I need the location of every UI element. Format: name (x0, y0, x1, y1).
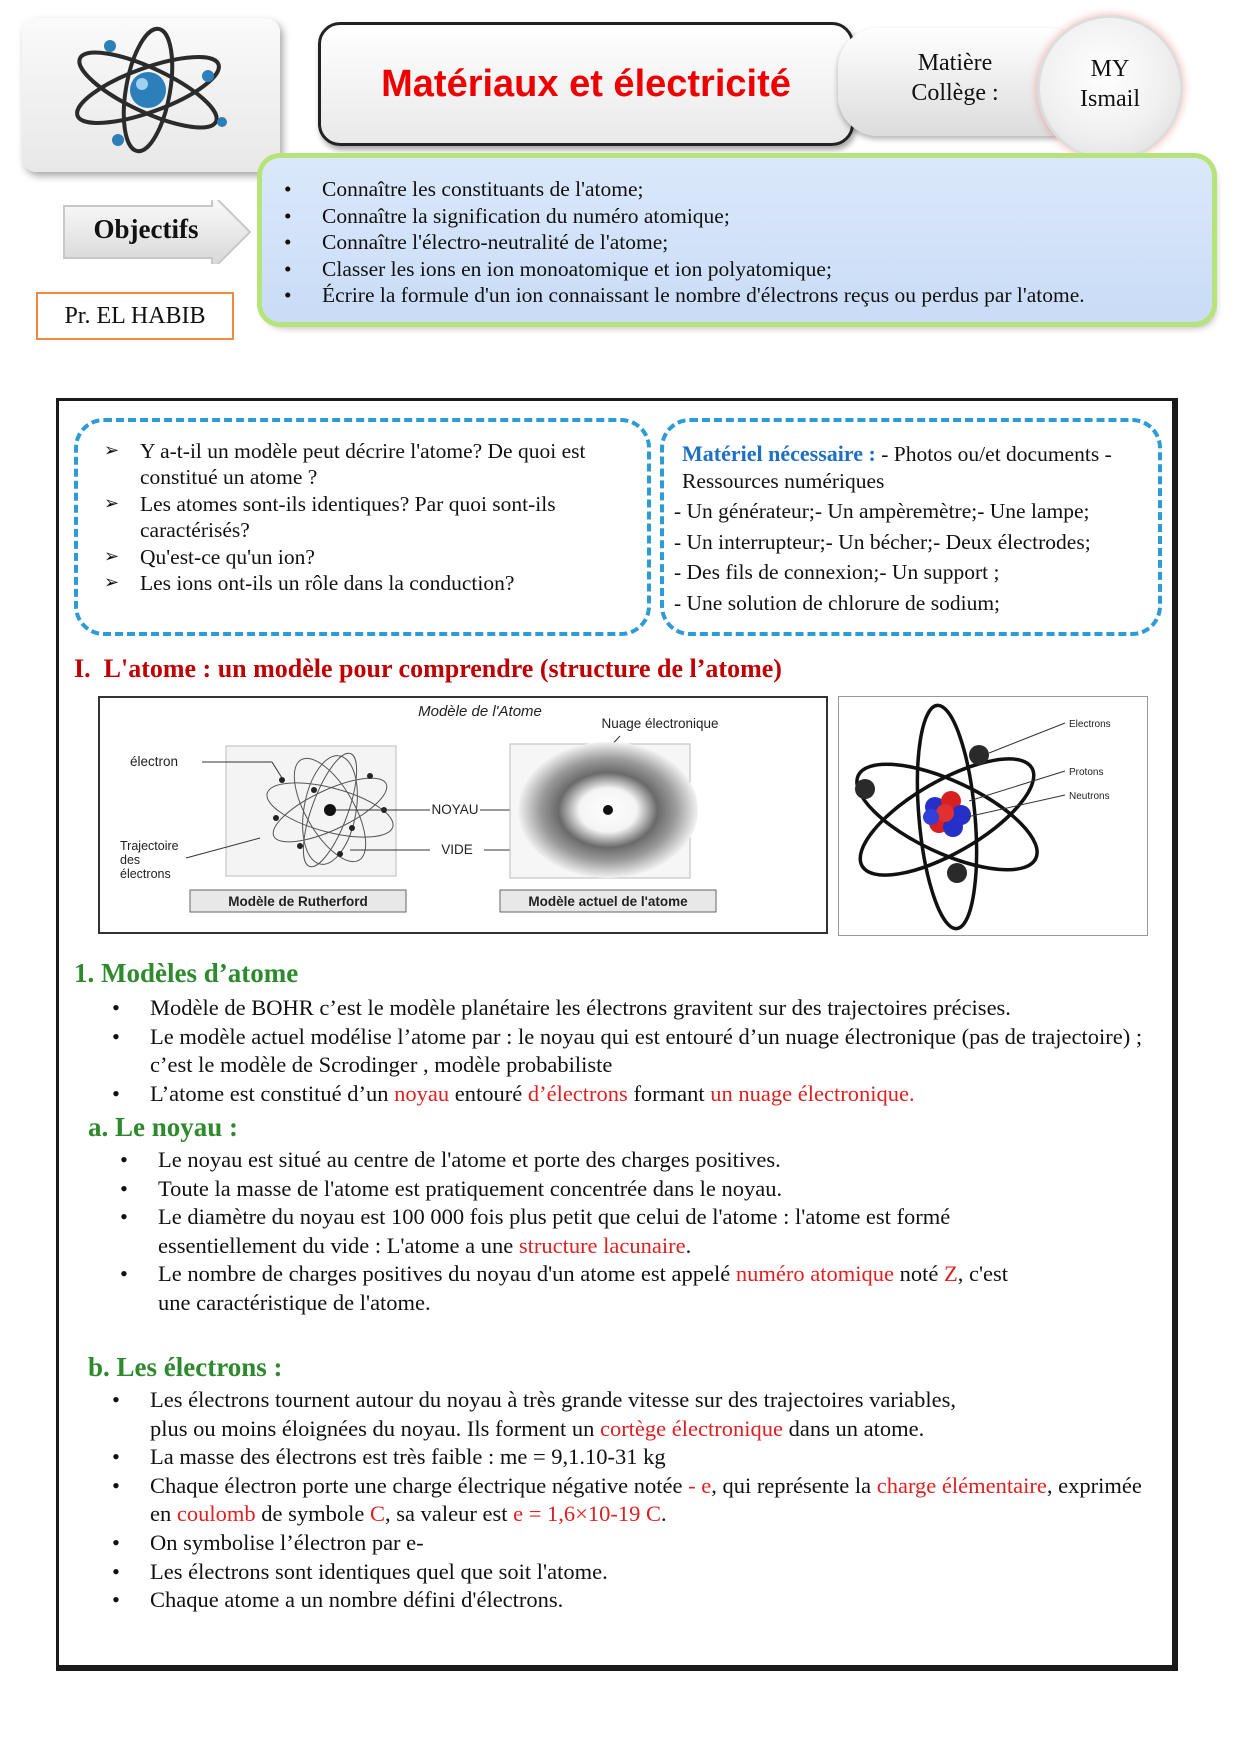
text-run: . (685, 1232, 692, 1258)
highlight-coulomb: coulomb (176, 1501, 256, 1527)
author-line-2: Ismail (1080, 86, 1140, 112)
atom-models-drawing (100, 698, 826, 932)
highlight-e-value: e = 1,6×10-19 C (513, 1501, 661, 1527)
author-label (1060, 54, 1160, 114)
atom-models-list (108, 994, 1148, 1108)
highlight-nuage: un nuage électronique. (710, 1080, 915, 1106)
section-1-heading (74, 654, 782, 684)
list-item: • Toute la masse de l'atome est pratiquement concentrée dans le noyau. (116, 1175, 1016, 1204)
highlight-c: C (369, 1501, 385, 1527)
material-line: - Une solution de chlorure de sodium; (674, 590, 1001, 615)
list-item: • Les électrons sont identiques quel que soit l'atome. (108, 1558, 1158, 1587)
text-run: . (660, 1501, 667, 1527)
label-electrons: Electrons (1069, 719, 1111, 730)
list-item: • La masse des électrons est très faible : me = 9,1.10-31 kg (108, 1443, 1158, 1472)
text-run: , c'est une caractéristique de l'atome. (158, 1261, 1008, 1315)
text-run: , qui représente la (711, 1472, 877, 1498)
label-neutrons: Neutrons (1069, 791, 1110, 802)
caption-rutherford: Modèle de Rutherford (228, 894, 368, 909)
text-run: dans un atome. (782, 1415, 925, 1441)
subject-line-1: Matière (917, 50, 993, 76)
nucleus-list (116, 1146, 1016, 1318)
highlight-z: Z (943, 1261, 958, 1287)
nucleus-cluster (923, 791, 971, 837)
list-item (108, 1472, 1158, 1529)
highlight-numero-atomique: numéro atomique (735, 1261, 894, 1287)
author-line-1: MY (1090, 56, 1130, 82)
bohr-leaders (967, 723, 1065, 817)
page-title: Matériaux et électricité (381, 62, 791, 105)
question-item: ➢ Y a-t-il un modèle peut décrire l'atome? De quoi est constitué un atome ? (104, 438, 634, 491)
highlight-cortege: cortège électronique (599, 1415, 783, 1441)
materials-title: Matériel nécessaire : (682, 441, 876, 466)
label-nuage: Nuage électronique (601, 716, 719, 731)
list-item: • Modèle de BOHR c’est le modèle planétaire les électrons gravitent sur des trajectoires précises. (108, 994, 1148, 1023)
list-item: • Le noyau est situé au centre de l'atome et porte des charges positives. (116, 1146, 1016, 1175)
label-protons: Protons (1069, 767, 1104, 778)
question-item: ➢ Les ions ont-ils un rôle dans la conduction? (104, 570, 634, 596)
list-item: • Chaque atome a un nombre défini d'électrons. (108, 1586, 1158, 1615)
rutherford-nucleus (324, 804, 336, 816)
list-item (116, 1203, 1016, 1260)
list-item: • Le modèle actuel modélise l’atome par : le noyau qui est entouré d’un nuage électronique (pas de trajectoire) ; c’est le modèle de Scrodinger , modèle probabiliste (108, 1023, 1148, 1080)
objective-item: • Connaître la signification du numéro atomique; (280, 203, 1210, 230)
label-trajectoire-3: électrons (120, 867, 171, 881)
label-trajectoire-1: Trajectoire (120, 839, 179, 853)
materials-intro: - Photos ou/et documents - Ressources numériques (682, 442, 1112, 493)
caption-modern: Modèle actuel de l'atome (528, 894, 688, 909)
section-1-title: L'atome : un modèle pour comprendre (structure de l’atome) (103, 654, 782, 683)
objective-item: • Écrire la formule d'un ion connaissant le nombre d'électrons reçus ou perdus par l'atome. (280, 282, 1210, 309)
label-trajectoire-2: des (120, 853, 141, 867)
material-line: - Un interrupteur;- Un bécher;- Deux électrodes; (674, 529, 1091, 554)
subsection-a-title: a. Le noyau : (88, 1112, 239, 1142)
modern-nucleus (603, 805, 613, 815)
text-run: L’atome est constitué d’un (150, 1080, 395, 1106)
highlight-lacunaire: structure lacunaire (518, 1232, 686, 1258)
bohr-atom-drawing (839, 697, 1147, 935)
subject-line-2: Collège : (911, 80, 999, 106)
title-box (318, 22, 854, 146)
section-1-number: I. (74, 654, 91, 683)
list-item: • On symbolise l’électron par e- (108, 1529, 1158, 1558)
label-noyau: NOYAU (431, 802, 479, 817)
highlight-charge-elementaire: charge élémentaire (876, 1472, 1047, 1498)
atom-models-figure (98, 696, 828, 934)
subsection-1-title: 1. Modèles d’atome (74, 958, 299, 988)
objectives-list (280, 176, 1210, 309)
text-run: Le diamètre du noyau est 100 000 fois plus petit que celui de l'atome : l'atome est formé essentiellement du vide : L'atome a une (158, 1204, 951, 1258)
list-item (108, 1386, 1158, 1443)
objective-item: • Classer les ions en ion monoatomique et ion polyatomique; (280, 256, 1210, 283)
subsection-b-title: b. Les électrons : (88, 1352, 283, 1382)
objective-item: • Connaître l'électro-neutralité de l'atome; (280, 229, 1210, 256)
objective-item: • Connaître les constituants de l'atome; (280, 176, 1210, 203)
text-run: de symbole (255, 1501, 370, 1527)
atom-logo (22, 18, 280, 172)
atom-logo-icon (22, 18, 280, 172)
text-run: Chaque électron porte une charge électrique négative notée (150, 1472, 689, 1498)
list-item (116, 1260, 1016, 1317)
question-item: ➢ Qu'est-ce qu'un ion? (104, 544, 634, 570)
text-run: Les électrons tournent autour du noyau à très grande vitesse sur des trajectoires variables, plus ou moins éloignées du noyau. Ils forment un (150, 1387, 956, 1441)
objectives-label: Objectifs (93, 214, 199, 244)
highlight-minus-e: - e (688, 1472, 712, 1498)
electrons-list (108, 1386, 1158, 1615)
text-run: , sa valeur est (385, 1501, 514, 1527)
text-run: Le nombre de charges positives du noyau d'un atome est appelé (158, 1261, 736, 1287)
question-item: ➢ Les atomes sont-ils identiques? Par quoi sont-ils caractérisés? (104, 491, 634, 544)
text-run: noté (893, 1261, 944, 1287)
highlight-electrons: d’électrons (527, 1080, 628, 1106)
materials-heading (682, 440, 1142, 495)
text-run: , exprimée en (150, 1472, 1142, 1527)
bohr-atom-figure (838, 696, 1148, 936)
label-vide: VIDE (441, 842, 473, 857)
highlight-noyau: noyau (394, 1080, 450, 1106)
questions-list (104, 438, 634, 596)
material-line: - Un générateur;- Un ampèremètre;- Une lampe; (674, 499, 1090, 523)
text-run: formant (627, 1080, 711, 1106)
subject-label (880, 48, 1030, 108)
teacher-name: Pr. EL HABIB (36, 292, 234, 340)
label-electron: électron (130, 754, 179, 769)
figure-title: Modèle de l'Atome (418, 703, 542, 720)
text-run: entouré (449, 1080, 528, 1106)
material-line: - Des fils de connexion;- Un support ; (674, 560, 1000, 584)
list-item (108, 1080, 1148, 1109)
materials-list (674, 496, 1154, 618)
